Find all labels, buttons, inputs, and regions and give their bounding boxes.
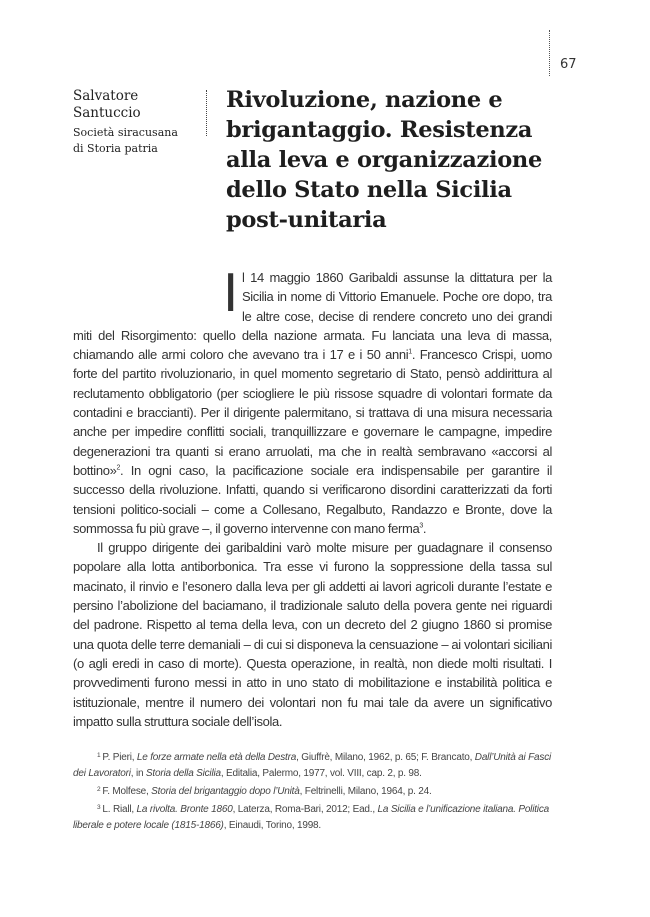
footnote-title: La Sicilia e l’unificazione italiana. Politica liberale e potere locale (1815-1866): [73, 804, 549, 831]
footnote-2: [73, 782, 552, 800]
footnote-1: [73, 748, 552, 782]
body-paragraph-1-part-d: .: [422, 520, 427, 536]
author-name-last: Santuccio: [73, 105, 141, 121]
author-affiliation: [73, 125, 198, 157]
page-number: 67: [560, 57, 577, 72]
footnote-ref-1[interactable]: 1: [408, 348, 412, 356]
author-name-first: Salvatore: [73, 88, 139, 104]
body-paragraph-1-part-b: . Francesco Crispi, uomo forte del partito rivoluzionario, in quel momento segretario di Stato, pensò addirittura al reclutamento obbligatorio (per sciogliere le più rissose squadre di volontari formate da contadini e braccianti). Per il dirigente palermitano, si trattava di una misura necessaria anche per impedire conflitti sociali, tranquillizzare e governare le campagne, impedire degenerazioni tra quanti si erano arruolati, ma che in realtà sembravano «accorsi al bottino»: [73, 347, 552, 478]
footnote-text: , in: [130, 768, 146, 779]
author-name: [73, 88, 198, 122]
footnote-text: , Einaudi, Torino, 1998.: [223, 820, 321, 831]
footnote-title: La rivolta. Bronte 1860: [136, 804, 233, 815]
footnote-title: Le forze armate nella età della Destra: [136, 752, 297, 763]
page-number-rule: [549, 30, 550, 76]
article-body: [73, 261, 552, 731]
footnote-text: , Feltrinelli, Milano, 1964, p. 24.: [299, 786, 432, 797]
footnote-ref-2[interactable]: 2: [116, 464, 121, 472]
footnote-mark: 2: [97, 786, 101, 793]
footnotes: [73, 748, 552, 834]
body-paragraph-1: [73, 261, 552, 538]
author-block: [73, 88, 198, 157]
footnote-text: , Laterza, Roma-Bari, 2012; Ead.,: [232, 804, 378, 815]
footnote-ref-3[interactable]: 3: [419, 522, 423, 530]
footnote-text: , Giuffrè, Milano, 1962, p. 65; F. Brancato,: [296, 752, 475, 763]
footnote-title: Dall’Unità ai Fasci dei Lavoratori: [73, 752, 552, 779]
footnote-text: F. Molfese,: [102, 786, 152, 797]
article-title: Rivoluzione, nazione e brigantaggio. Resistenza alla leva e organizzazione dello Stato nella Sicilia post-unitaria: [226, 87, 543, 233]
title-rule: [206, 90, 207, 136]
footnote-text: , Editalia, Palermo, 1977, vol. VIII, cap. 2, p. 98.: [220, 768, 422, 779]
footnote-text: L. Riall,: [102, 804, 137, 815]
footnote-mark: 1: [97, 752, 101, 759]
footnote-title: Storia della Sicilia: [145, 768, 221, 779]
footnote-text: P. Pieri,: [102, 752, 137, 763]
author-affiliation-line2: di Storia patria: [73, 142, 158, 155]
body-paragraph-2: Il gruppo dirigente dei garibaldini varò molte misure per guadagnare il consenso popolare alla lotta antiborbonica. Tra esse vi furono la soppressione della tassa sul macinato, il rinvio e l’esonero dalla leva per gli addetti ai lavori agricoli durante l’estate e persino l’abolizione del baciamano, il tradizionale saluto della povera gente nei riguardi del padrone. Rispetto al tema della leva, con un decreto del 2 giugno 1860 si promise una quota delle terre demaniali – di cui si disponeva la censuazione – ai volontari siciliani (o agli eredi in caso di morte). Questa operazione, in realtà, non diede molti risultati. I provvedimenti furono messi in atto in uno stato di mobilitazione e instabilità politica e istituzionale, mentre il numero dei volontari non fu mai tale da avere un significativo impatto sulla struttura sociale dell’isola.: [73, 540, 552, 729]
body-paragraph-1-part-c: . In ogni caso, la pacificazione sociale era indispensabile per garantire il successo della rivoluzione. Infatti, quando si verificarono disordini caratterizzati da forti tensioni politico-sociali – come a Collesano, Regalbuto, Randazzo e Bronte, dove la sommossa fu più grave –, il governo intervenne con mano ferma: [73, 462, 552, 536]
author-affiliation-line1: Società siracusana: [73, 126, 178, 139]
footnote-mark: 3: [97, 804, 101, 811]
footnote-title: Storia del brigantaggio dopo l’Unità: [151, 786, 300, 797]
body-paragraph-1-part-a: l 14 maggio 1860 Garibaldi assunse la dittatura per la Sicilia in nome di Vittorio Emanuele. Poche ore dopo, tra le altre cose, decise di rendere concreto uno dei grandi miti del Risorgimento: quello della nazione armata. Fu lanciata una leva di massa, chiamando alle armi coloro che avevano tra i 17 e i 50 anni: [73, 270, 552, 363]
footnote-3: [73, 800, 552, 834]
drop-cap: I: [223, 261, 238, 323]
